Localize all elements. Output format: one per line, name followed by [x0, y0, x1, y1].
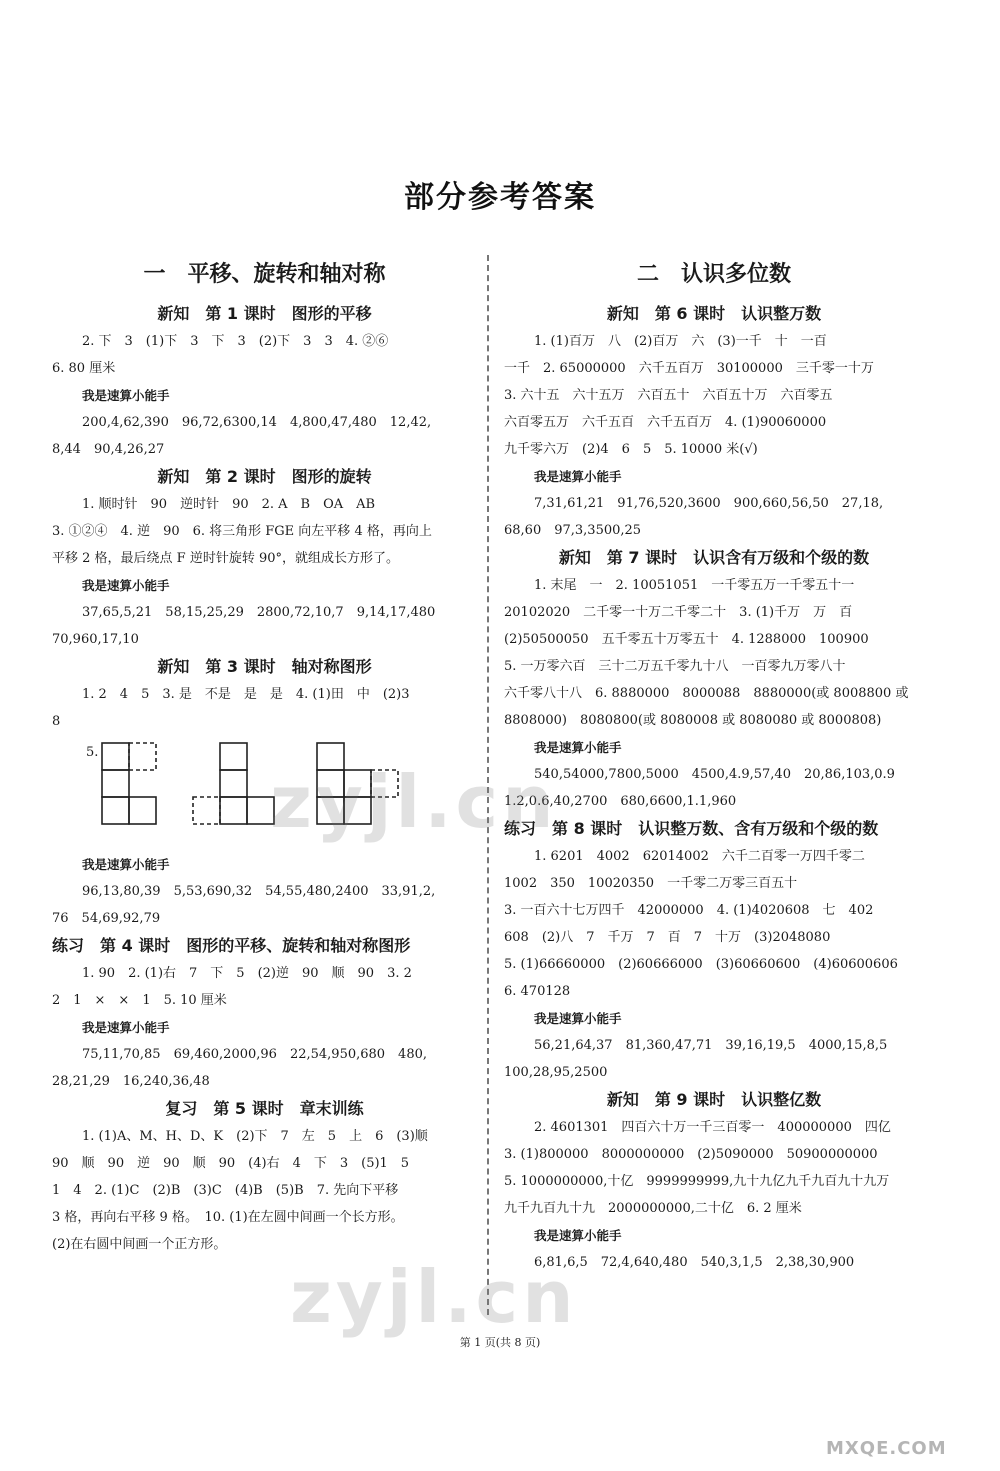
- answer-line: 1. (1)百万 八 (2)百万 六 (3)一千 十 一百: [534, 334, 827, 349]
- answer-line: 2 1 × × 1 5. 10 厘米: [52, 993, 227, 1008]
- speed-heading: 我是速算小能手: [534, 1011, 622, 1026]
- speed-line: 70,960,17,10: [52, 632, 139, 647]
- answer-line: 5. (1)66660000 (2)60666000 (3)60660600 (4)60600606: [504, 957, 898, 972]
- speed-heading: 我是速算小能手: [82, 578, 170, 593]
- speed-heading: 我是速算小能手: [82, 857, 170, 872]
- speed-line: 37,65,5,21 58,15,25,29 2800,72,10,7 9,14,17,480: [82, 605, 436, 620]
- left-column: [52, 258, 477, 1258]
- answer-line: 1 4 2. (1)C (2)B (3)C (4)B (5)B 7. 先向下平移: [52, 1183, 399, 1198]
- speed-heading: 我是速算小能手: [534, 740, 622, 755]
- watermark: zyjl.cn: [270, 760, 558, 844]
- answer-line: 六千零八十八 6. 8880000 8000088 8880000(或 8008800 或: [504, 686, 909, 701]
- answer-line: 5. 一万零六百 三十二万五千零九十八 一百零九万零八十: [504, 659, 846, 674]
- answer-line: 3. 六十五 六十五万 六百五十 六百五十万 六百零五: [504, 388, 833, 403]
- answer-line: 3. 一百六十七万四千 42000000 4. (1)4020608 七 402: [504, 903, 874, 918]
- lesson-title: 新知 第 3 课时 轴对称图形: [157, 657, 372, 676]
- lesson-title: 新知 第 2 课时 图形的旋转: [157, 467, 372, 486]
- answer-line: 1. 末尾 一 2. 10051051 一千零五万一千零五十一: [534, 578, 855, 593]
- speed-line: 68,60 97,3,3500,25: [504, 523, 642, 538]
- site-stamp: MXQE.COM: [826, 1438, 947, 1459]
- lesson-title: 复习 第 5 课时 章末训练: [165, 1099, 364, 1118]
- speed-line: 56,21,64,37 81,360,47,71 39,16,19,5 4000,15,8,5: [534, 1038, 888, 1053]
- answer-line: 1. 90 2. (1)右 7 下 5 (2)逆 90 顺 90 3. 2: [82, 966, 412, 981]
- answer-line: 3 格，再向右平移 9 格。 10. (1)在左圆中间画一个长方形。: [52, 1210, 404, 1225]
- speed-line: 6,81,6,5 72,4,640,480 540,3,1,5 2,38,30,900: [534, 1255, 855, 1270]
- speed-heading: 我是速算小能手: [534, 1228, 622, 1243]
- speed-line: 75,11,70,85 69,460,2000,96 22,54,950,680 480,: [82, 1047, 427, 1062]
- answer-line: 90 顺 90 逆 90 顺 90 (4)右 4 下 3 (5)1 5: [52, 1156, 410, 1171]
- right-column: [504, 258, 924, 1276]
- answer-line: 1002 350 10020350 一千零二万零三百五十: [504, 876, 798, 891]
- answer-line: 六百零五万 六千五百 六千五百万 4. (1)90060000: [504, 415, 827, 430]
- answer-line: 2. 4601301 四百六十万一千三百零一 400000000 四亿: [534, 1120, 891, 1135]
- answer-line: 6. 80 厘米: [52, 361, 116, 376]
- lesson-title: 新知 第 7 课时 认识含有万级和个级的数: [558, 548, 870, 567]
- figure-label: 5.: [86, 745, 99, 760]
- answer-line: (2)50500050 五千零五十万零五十 4. 1288000 100900: [504, 632, 869, 647]
- answer-line: 1. 6201 4002 62014002 六千二百零一万四千零二: [534, 849, 865, 864]
- speed-line: 28,21,29 16,240,36,48: [52, 1074, 210, 1089]
- speed-heading: 我是速算小能手: [534, 469, 622, 484]
- speed-line: 8,44 90,4,26,27: [52, 442, 165, 457]
- speed-line: 1.2,0.6,40,2700 680,6600,1.1,960: [504, 794, 737, 809]
- answer-line: 2. 下 3 (1)下 3 下 3 (2)下 3 3 4. ②⑥: [82, 334, 389, 349]
- chapter-title: 二 认识多位数: [636, 262, 791, 287]
- answer-line: 一千 2. 65000000 六千五百万 30100000 三千零一十万: [504, 361, 874, 376]
- speed-line: 96,13,80,39 5,53,690,32 54,55,480,2400 33,91,2,: [82, 884, 436, 899]
- answer-line: 3. ①②④ 4. 逆 90 6. 将三角形 FGE 向左平移 4 格，再向上: [52, 524, 432, 539]
- lesson-title: 练习 第 8 课时 认识整万数、含有万级和个级的数: [504, 819, 879, 838]
- answer-line: 8808000) 8080800(或 8080008 或 8080080 或 8000808): [504, 713, 882, 728]
- answer-line: 九千九百九十九 2000000000,二十亿 6. 2 厘米: [504, 1201, 802, 1216]
- lesson-title: 新知 第 6 课时 认识整万数: [606, 304, 822, 323]
- answer-line: 20102020 二千零一十万二千零二十 3. (1)千万 万 百: [504, 605, 853, 620]
- lesson-title: 新知 第 1 课时 图形的平移: [157, 304, 372, 323]
- page-footer: 第 1 页(共 8 页): [459, 1336, 541, 1349]
- answer-line: (2)在右圆中间画一个正方形。: [52, 1237, 227, 1252]
- lesson-title: 新知 第 9 课时 认识整亿数: [606, 1090, 822, 1109]
- answer-line: 平移 2 格，最后绕点 F 逆时针旋转 90°，就组成长方形了。: [52, 551, 399, 566]
- speed-line: 540,54000,7800,5000 4500,4.9,57,40 20,86,103,0.9: [534, 767, 895, 782]
- answer-line: 1. 2 4 5 3. 是 不是 是 是 4. (1)田 中 (2)3: [82, 687, 410, 702]
- answer-line: 3. (1)800000 8000000000 (2)5090000 50900000000: [504, 1147, 878, 1162]
- speed-line: 7,31,61,21 91,76,520,3600 900,660,56,50 27,18,: [534, 496, 884, 511]
- speed-line: 76 54,69,92,79: [52, 911, 161, 926]
- answer-line: 6. 470128: [504, 984, 571, 999]
- answer-line: 1. 顺时针 90 逆时针 90 2. A B OA AB: [82, 497, 376, 512]
- speed-line: 200,4,62,390 96,72,6300,14 4,800,47,480 12,42,: [82, 415, 432, 430]
- answer-line: 5. 1000000000,十亿 9999999999,九十九亿九千九百九十九万: [504, 1174, 890, 1189]
- answer-line: 8: [52, 714, 61, 729]
- page-title: 部分参考答案: [404, 180, 596, 215]
- answer-line: 九千零六万 (2)4 6 5 5. 10000 米(√): [504, 442, 758, 457]
- speed-heading: 我是速算小能手: [82, 1020, 170, 1035]
- answer-line: 1. (1)A、M、H、D、K (2)下 7 左 5 上 6 (3)顺: [82, 1129, 428, 1144]
- chapter-title: 一 平移、旋转和轴对称: [143, 262, 386, 287]
- speed-line: 100,28,95,2500: [504, 1065, 608, 1080]
- speed-heading: 我是速算小能手: [82, 388, 170, 403]
- lesson-title: 练习 第 4 课时 图形的平移、旋转和轴对称图形: [52, 936, 411, 955]
- watermark: zyjl.cn: [290, 1255, 578, 1339]
- answer-line: 608 (2)八 7 千万 7 百 7 十万 (3)2048080: [504, 930, 831, 945]
